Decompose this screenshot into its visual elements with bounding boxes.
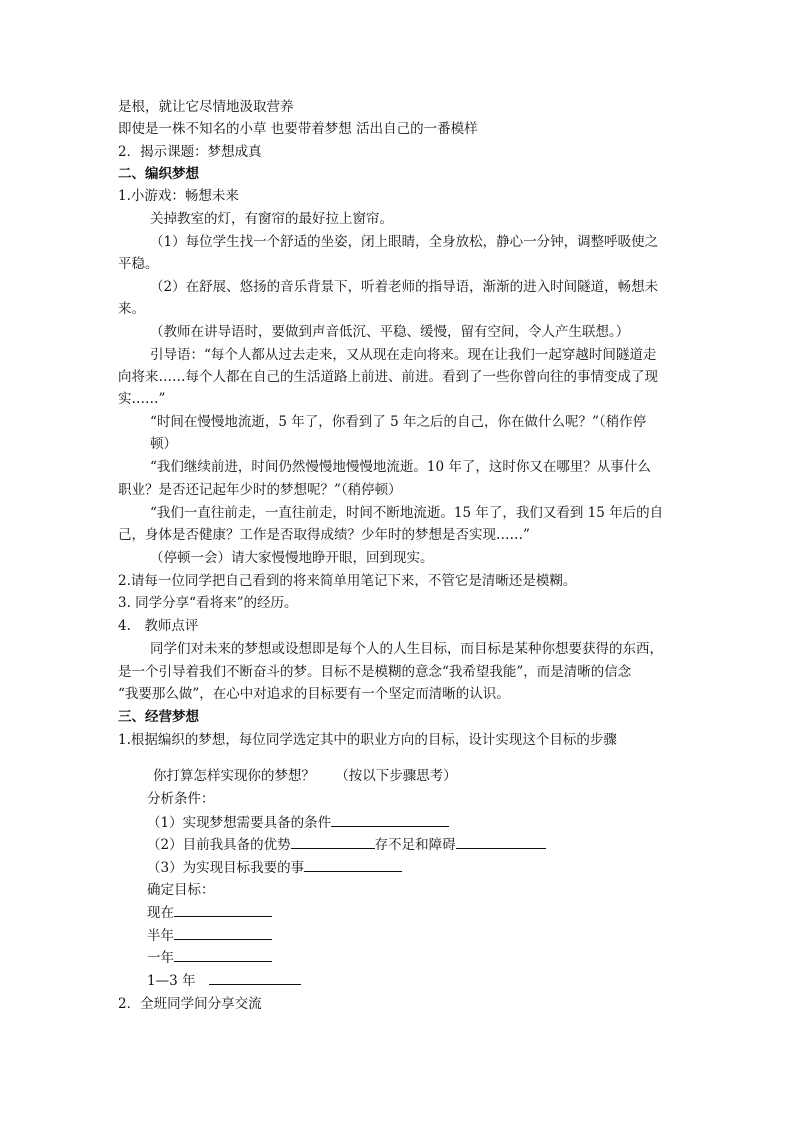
text-line: 2．揭示课题：梦想成真 [118, 144, 262, 160]
form-label: 1—3 年 [147, 973, 196, 989]
form-row [147, 946, 272, 969]
form-label: 存不足和障碍 [374, 837, 456, 853]
text-line: 实……” [118, 391, 166, 407]
text-line: 3. 同学分享“看将来”的经历。 [118, 595, 298, 611]
text-line: 是根，就让它尽情地汲取营养 [118, 99, 294, 115]
text-line: “我要那么做”，在心中对追求的目标要有一个坚定而清晰的认识。 [118, 686, 510, 702]
text-line: （停顿一会）请大家慢慢地睁开眼，回到现实。 [150, 550, 434, 566]
form-label: （3）为实现目标我要的事 [147, 860, 305, 876]
text-line: 向将来……每个人都在自己的生活道路上前进、前进。看到了一些你曾向往的事情变成了现 [118, 369, 658, 385]
fill-in-blank[interactable] [456, 833, 546, 849]
text-line: 引导语：“每个人都从过去走来，又从现在走向将来。现在让我们一起穿越时间隧道走 [150, 347, 657, 363]
form-row [147, 811, 449, 834]
text-line: 4. 教师点评 [118, 618, 199, 634]
text-line: “我们继续前进，时间仍然慢慢地慢慢地流逝。10 年了，这时你又在哪里？从事什么 [150, 459, 651, 475]
section-heading: 三、经营梦想 [118, 709, 199, 725]
fill-in-blank[interactable] [174, 901, 272, 917]
text-line: 你打算怎样实现你的梦想？ （按以下步骤思考） [153, 768, 457, 784]
form-label: 现在 [147, 905, 174, 921]
fill-in-blank[interactable] [291, 833, 375, 849]
text-line: 确定目标： [147, 882, 215, 898]
form-row [147, 924, 272, 947]
text-line: 2．全班同学间分享交流 [118, 996, 262, 1012]
form-label: （1）实现梦想需要具备的条件 [147, 815, 332, 831]
text-line: 1.小游戏：畅想未来 [118, 188, 239, 204]
form-row [147, 856, 402, 879]
text-line: 职业？是否还记起年少时的梦想呢？”（稍停顿） [118, 482, 402, 498]
text-line: 即使是一株不知名的小草 也要带着梦想 活出自己的一番模样 [118, 121, 478, 137]
form-label: 半年 [147, 928, 174, 944]
fill-in-blank[interactable] [209, 969, 301, 985]
fill-in-blank[interactable] [174, 946, 272, 962]
text-line: 平稳。 [118, 256, 159, 272]
text-line: （2）在舒展、悠扬的音乐背景下，听着老师的指导语，渐渐的进入时间隧道，畅想未 [150, 279, 659, 295]
form-row [147, 833, 546, 856]
form-label: 一年 [147, 950, 174, 966]
text-line: 来。 [118, 301, 145, 317]
text-line: （1）每位学生找一个舒适的坐姿，闭上眼睛，全身放松，静心一分钟，调整呼吸使之 [150, 234, 659, 250]
text-line: 己，身体是否健康？工作是否取得成绩？少年时的梦想是否实现……” [118, 527, 530, 543]
text-line: 关掉教室的灯，有窗帘的最好拉上窗帘。 [150, 211, 393, 227]
text-line: （教师在讲导语时，要做到声音低沉、平稳、缓慢，留有空间，令人产生联想。） [150, 324, 630, 340]
text-line: 顿） [150, 436, 177, 452]
text-line: “我们一直往前走，一直往前走，时间不断地流逝。15 年了，我们又看到 15 年后的自 [150, 505, 664, 521]
form-row [147, 969, 301, 992]
form-row [147, 901, 272, 924]
section-heading: 二、编织梦想 [118, 166, 199, 182]
text-line: 分析条件： [147, 791, 215, 807]
text-line: 1.根据编织的梦想，每位同学选定其中的职业方向的目标，设计实现这个目标的步骤 [118, 732, 617, 748]
fill-in-blank[interactable] [304, 856, 402, 872]
text-line: 2.请每一位同学把自己看到的将来简单用笔记下来，不管它是清晰还是模糊。 [118, 573, 577, 589]
form-label: （2）目前我具备的优势 [147, 837, 291, 853]
text-line: 同学们对未来的梦想或设想即是每个人的人生目标，而目标是某种你想要获得的东西， [150, 641, 663, 657]
text-line: “时间在慢慢地流逝，5 年了，你看到了 5 年之后的自己，你在做什么呢？”（稍作停 [150, 414, 647, 430]
fill-in-blank[interactable] [174, 924, 272, 940]
fill-in-blank[interactable] [331, 811, 449, 827]
text-line: 是一个引导着我们不断奋斗的梦。目标不是模糊的意念“我希望我能”，而是清晰的信念 [118, 664, 632, 680]
